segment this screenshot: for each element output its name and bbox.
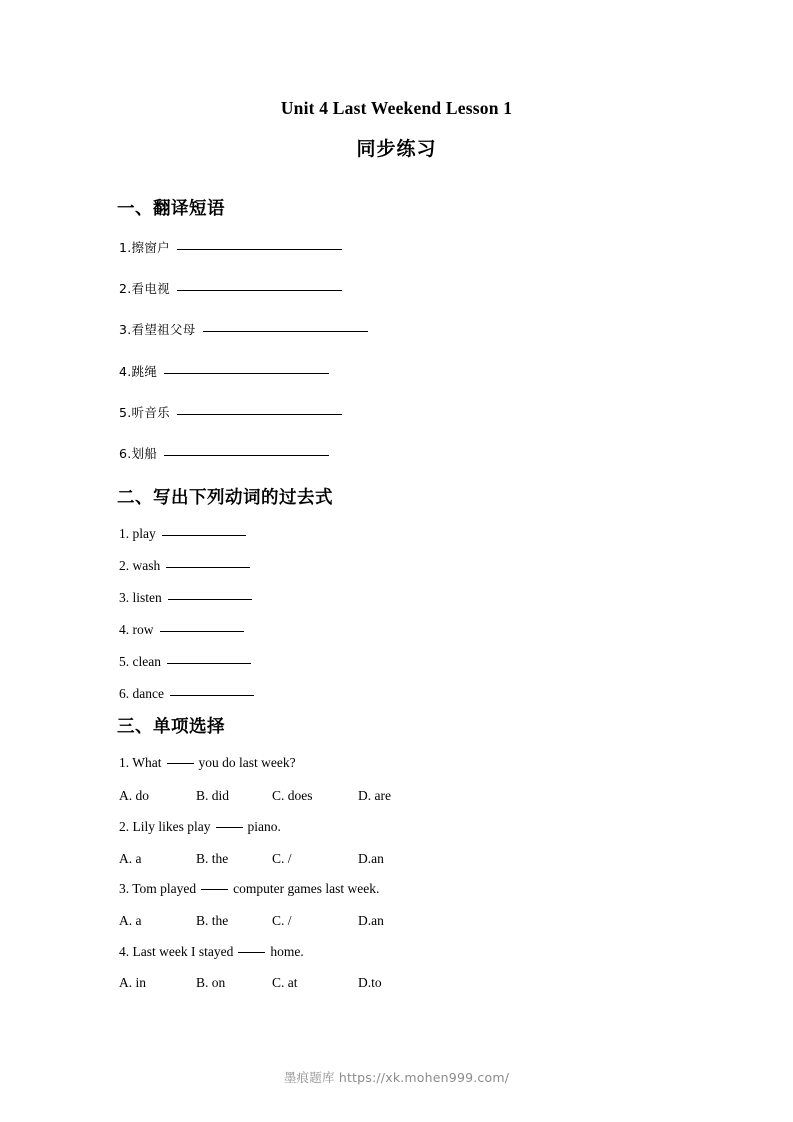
mc-q4-option-a[interactable]: A. in	[119, 975, 146, 990]
mc-q2-option-d[interactable]: D.an	[358, 851, 384, 866]
mc-q2-option-c[interactable]: C. /	[272, 851, 292, 866]
translate-answer-blank-5[interactable]	[177, 414, 342, 415]
past-tense-item-6-label: 6. dance	[119, 686, 164, 701]
translate-item-1	[119, 238, 342, 256]
mc-q4-option-b[interactable]: B. on	[196, 975, 226, 990]
mc-question-1-suffix: you do last week?	[198, 755, 296, 770]
page-title: Unit 4 Last Weekend Lesson 1	[280, 98, 513, 118]
translate-item-2-label: 2.看电视	[119, 281, 170, 296]
past-tense-answer-blank-2[interactable]	[166, 567, 250, 568]
mc-q3-option-d[interactable]: D.an	[358, 913, 384, 928]
past-tense-item-2	[119, 558, 250, 574]
mc-q2-option-a[interactable]: A. a	[119, 851, 142, 866]
mc-question-4-suffix: home.	[270, 944, 304, 959]
past-tense-item-1	[119, 526, 246, 542]
past-tense-item-3-label: 3. listen	[119, 590, 162, 605]
mc-q1-option-c[interactable]: C. does	[272, 788, 313, 803]
translate-item-5-label: 5.听音乐	[119, 405, 170, 420]
mc-q1-option-d[interactable]: D. are	[358, 788, 391, 803]
mc-q3-option-c[interactable]: C. /	[272, 913, 292, 928]
mc-question-3-blank[interactable]	[201, 889, 228, 890]
translate-answer-blank-3[interactable]	[203, 331, 368, 332]
past-tense-item-5-label: 5. clean	[119, 654, 161, 669]
translate-item-3	[119, 320, 368, 338]
mc-q3-option-a[interactable]: A. a	[119, 913, 142, 928]
mc-question-2-prefix: 2. Lily likes play	[119, 819, 211, 834]
mc-q1-option-b[interactable]: B. did	[196, 788, 230, 803]
mc-q4-option-c[interactable]: C. at	[272, 975, 298, 990]
past-tense-item-6	[119, 686, 254, 702]
past-tense-item-2-label: 2. wash	[119, 558, 161, 573]
mc-question-4-blank[interactable]	[238, 952, 265, 953]
translate-answer-blank-1[interactable]	[177, 249, 342, 250]
section-heading-multiple-choice: 三、单项选择	[117, 717, 225, 737]
past-tense-answer-blank-1[interactable]	[162, 535, 246, 536]
section-heading-past-tense: 二、写出下列动词的过去式	[117, 488, 333, 508]
mc-question-2-suffix: piano.	[247, 819, 281, 834]
mc-question-2-blank[interactable]	[216, 827, 243, 828]
mc-question-3-prefix: 3. Tom played	[119, 881, 197, 896]
past-tense-answer-blank-4[interactable]	[160, 631, 244, 632]
mc-question-2	[119, 819, 281, 835]
mc-question-4	[119, 944, 304, 960]
translate-item-6	[119, 444, 329, 462]
mc-question-3-suffix: computer games last week.	[233, 881, 380, 896]
mc-question-1-prefix: 1. What	[119, 755, 162, 770]
translate-answer-blank-6[interactable]	[164, 455, 329, 456]
translate-item-1-label: 1.擦窗户	[119, 240, 170, 255]
past-tense-item-4	[119, 622, 244, 638]
translate-item-4	[119, 362, 329, 380]
mc-q2-option-b[interactable]: B. the	[196, 851, 229, 866]
mc-question-4-prefix: 4. Last week I stayed	[119, 944, 234, 959]
translate-answer-blank-4[interactable]	[164, 373, 329, 374]
translate-item-5	[119, 403, 342, 421]
mc-question-3	[119, 881, 379, 897]
translate-item-2	[119, 279, 342, 297]
past-tense-item-3	[119, 590, 252, 606]
section-heading-translate: 一、翻译短语	[117, 199, 225, 219]
translate-answer-blank-2[interactable]	[177, 290, 342, 291]
mc-q4-option-d[interactable]: D.to	[358, 975, 382, 990]
translate-item-6-label: 6.划船	[119, 446, 158, 461]
mc-q3-option-b[interactable]: B. the	[196, 913, 229, 928]
page-subtitle: 同步练习	[356, 138, 437, 160]
mc-question-1	[119, 755, 296, 771]
translate-item-3-label: 3.看望祖父母	[119, 322, 196, 337]
past-tense-answer-blank-6[interactable]	[170, 695, 254, 696]
footer-watermark: 墨痕题库 https://xk.mohen999.com/	[283, 1070, 510, 1085]
mc-question-1-blank[interactable]	[167, 763, 194, 764]
past-tense-answer-blank-5[interactable]	[167, 663, 251, 664]
mc-q1-option-a[interactable]: A. do	[119, 788, 149, 803]
past-tense-item-4-label: 4. row	[119, 622, 154, 637]
translate-item-4-label: 4.跳绳	[119, 364, 158, 379]
past-tense-item-1-label: 1. play	[119, 526, 156, 541]
past-tense-answer-blank-3[interactable]	[168, 599, 252, 600]
past-tense-item-5	[119, 654, 251, 670]
